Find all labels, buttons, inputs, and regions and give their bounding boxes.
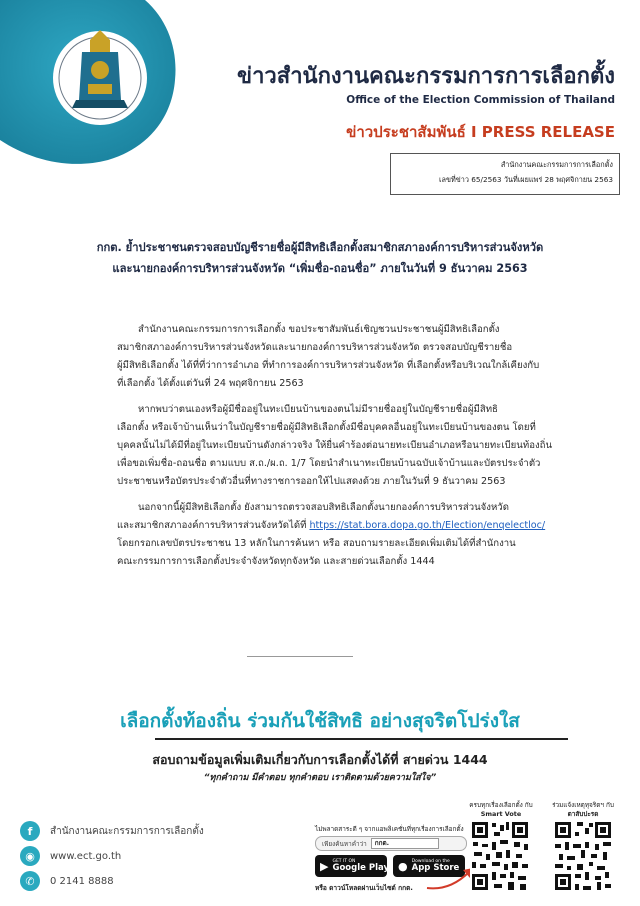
qr-tasibprod-caption (548, 801, 618, 819)
body-p2-line: ประชาชนหรือบัตรประจำตัวอื่นที่ทางราชการออกให้ไปแสดงด้วย ภายในวันที่ 9 ธันวาคม 2563 (117, 476, 506, 487)
app-store-label: App Store (411, 863, 460, 873)
hotline-quote: “ทุกคำถาม มีคำตอบ ทุกคำตอบ เราติดตามด้วยความใส่ใจ” (203, 773, 437, 783)
body-p3-text: และสมาชิกสภาองค์การบริหารส่วนจังหวัดได้ที่ (117, 520, 310, 531)
google-play-badge[interactable] (315, 855, 390, 877)
qr-smartvote-caption (466, 801, 536, 819)
app-website-text: หรือ ดาวน์โหลดผ่านเว็บไซต์ กกต. (315, 884, 413, 892)
hotline-inquiry: สอบถามข้อมูลเพิ่มเติมเกี่ยวกับการเลือกตั้งได้ที่ สายด่วน 1444 (152, 752, 488, 767)
body-p3-line: คณะกรรมการการเลือกตั้งประจำจังหวัดทุกจังหวัด และสายด่วนเลือกตั้ง 1444 (117, 556, 435, 567)
divider (155, 738, 568, 740)
body-p2-line: บุคคลนั้นไม่ได้มีที่อยู่ในทะเบียนบ้านดังกล่าวจริง ให้ยื่นคำร้องต่อนายทะเบียนอำเภอหรือนายทะเบียนท้องถิ่น (117, 440, 553, 451)
press-number-date: เลขที่ข่าว 65/2563 วันที่เผยแพร่ 28 พฤศจิกายน 2563 (439, 175, 613, 184)
divider (247, 656, 353, 657)
qr-code-tasibprod-icon[interactable] (553, 820, 613, 892)
press-office: สำนักงานคณะกรรมการการเลือกตั้ง (500, 160, 613, 169)
qr-tasibprod-label2: ตาสับปะรด (567, 810, 599, 818)
qr-smartvote-label1: ครบทุกเรื่องเลือกตั้ง กับ (469, 801, 533, 809)
contact-phone[interactable] (20, 870, 114, 892)
body-p1-line: ที่เลือกตั้ง ได้ตั้งแต่วันที่ 24 พฤศจิกายน 2563 (117, 378, 304, 389)
contact-website[interactable] (20, 845, 121, 867)
body-p3-line: โดยกรอกเลขบัตรประชาชน 13 หลักในการค้นหา หรือ สอบถามรายละเอียดเพิ่มเติมได้ที่สำนักงาน (117, 538, 516, 549)
logo (0, 0, 200, 170)
google-play-icon: ▶ (320, 859, 329, 873)
apple-icon: ● (398, 859, 408, 873)
headline-line-1: กกต. ย้ำประชาชนตรวจสอบบัญชีรายชื่อผู้มีสิทธิเลือกตั้งสมาชิกสภาองค์การบริหารส่วนจังหวัด (96, 241, 544, 254)
contact-facebook-text: สำนักงานคณะกรรมการการเลือกตั้ง (50, 825, 204, 837)
qr-code-smartvote-icon[interactable] (470, 820, 530, 892)
contact-facebook[interactable] (20, 820, 204, 842)
body-p1-line: ผู้มีสิทธิเลือกตั้ง ได้ที่ที่ว่าการอำเภอ ที่ทำการองค์การบริหารส่วนจังหวัด ที่เลือกตั้งหรือบริเวณใกล้เคียงกับ (117, 360, 540, 371)
app-search-term: กกต. (371, 838, 439, 849)
body-p1-line: สำนักงานคณะกรรมการการเลือกตั้ง ขอประชาสัมพันธ์เชิญชวนประชาชนผู้มีสิทธิเลือกตั้ง (138, 324, 500, 335)
body-p1-line: สมาชิกสภาองค์การบริหารส่วนจังหวัดและนายกองค์การบริหารส่วนจังหวัด ตรวจสอบบัญชีรายชื่อ (117, 342, 513, 353)
contact-website-text: www.ect.go.th (50, 850, 122, 862)
body-p2-line: เพื่อขอเพิ่มชื่อ-ถอนชื่อ ตามแบบ ส.ถ./ผ.ถ. 1/7 โดยนำสำเนาทะเบียนบ้านฉบับเจ้าบ้านและบัตรประจำตัว (117, 458, 541, 469)
app-store-small: Download on the (411, 858, 450, 864)
qr-smartvote-label2: Smart Vote (480, 810, 522, 818)
body-p2-line: หากพบว่าตนเองหรือผู้มีชื่ออยู่ในทะเบียนบ้านของตนไม่มีรายชื่ออยู่ในบัญชีรายชื่อผู้มีสิทธิ (138, 404, 498, 415)
slogan: เลือกตั้งท้องถิ่น ร่วมกันใช้สิทธิ อย่างสุจริตโปร่งใส (120, 710, 520, 732)
google-play-small: GET IT ON (332, 858, 356, 864)
contact-phone-text: 0 2141 8888 (50, 875, 114, 887)
web-icon: ◉ (20, 846, 40, 866)
app-promo-text: ไม่พลาดสาระดี ๆ จากแอพลิเคชั่นที่ทุกเรื่องการเลือกตั้ง (315, 825, 464, 833)
headline-line-2: และนายกองค์การบริหารส่วนจังหวัด “เพิ่มชื่อ-ถอนชื่อ” ภายในวันที่ 9 ธันวาคม 2563 (112, 262, 528, 275)
phone-icon: ✆ (20, 871, 40, 891)
body-p3-line: นอกจากนี้ผู้มีสิทธิเลือกตั้ง ยังสามารถตรวจสอบสิทธิเลือกตั้งนายกองค์การบริหารส่วนจังหวัด (138, 502, 509, 513)
app-search-prefix: เพียงค้นหาคำว่า (322, 839, 367, 848)
qr-tasibprod-label1: ร่วมแจ้งเหตุทุจริตฯ กับ (552, 801, 614, 809)
app-search-bar (315, 836, 467, 851)
press-release-label: ข่าวประชาสัมพันธ์ I PRESS RELEASE (346, 123, 615, 141)
body-p3-line-with-link (117, 518, 571, 533)
press-info-box (390, 153, 620, 195)
header-title-en: Office of the Election Commission of Thailand (346, 94, 615, 106)
election-check-link[interactable]: https://stat.bora.dopa.go.th/Election/enqelectloc/ (309, 520, 546, 531)
body-p2-line: เลือกตั้ง หรือเจ้าบ้านเห็นว่าในบัญชีรายชื่อผู้มีสิทธิเลือกตั้งมีชื่อบุคคลอื่นอยู่ในทะเบียนบ้านของตน โดยที่ (117, 422, 536, 433)
header-title-th: ข่าวสำนักงานคณะกรรมการการเลือกตั้ง (237, 64, 615, 89)
google-play-label: Google Play (332, 863, 390, 873)
facebook-icon: f (20, 821, 40, 841)
